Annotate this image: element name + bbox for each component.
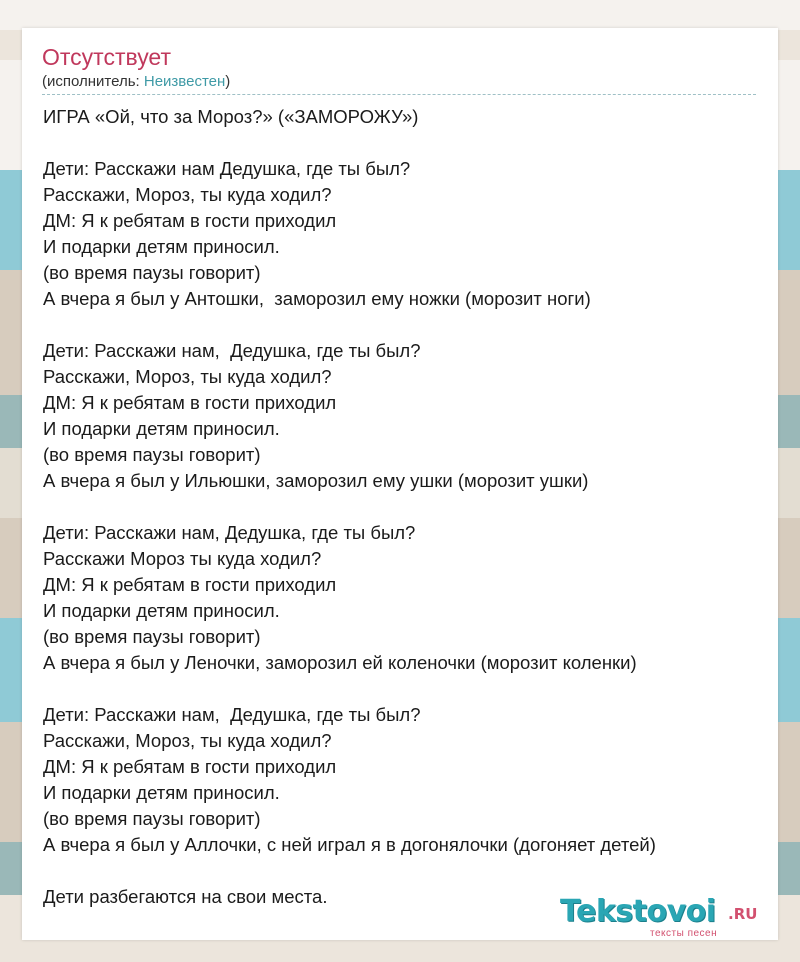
lyric-line: (во время паузы говорит)	[43, 444, 261, 465]
song-title: Отсутствует	[42, 44, 171, 70]
title-divider	[42, 94, 756, 95]
lyric-line: Дети: Расскажи нам Дедушка, где ты был?	[43, 158, 411, 179]
lyric-line: Дети: Расскажи нам, Дедушка, где ты был?	[43, 340, 421, 361]
lyric-line: А вчера я был у Ильюшки, заморозил ему ушки (морозит ушки)	[43, 470, 589, 491]
lyric-line: ИГРА «Ой, что за Мороз?» («ЗАМОРОЖУ»)	[43, 106, 419, 127]
lyric-blank-line	[43, 494, 763, 520]
logo-domain: .RU	[728, 905, 758, 923]
lyric-line: (во время паузы говорит)	[43, 626, 261, 647]
lyric-line: ДМ: Я к ребятам в гости приходил	[43, 210, 337, 231]
artist-suffix: )	[225, 73, 231, 90]
lyric-line: Расскажи Мороз ты куда ходил?	[43, 548, 322, 569]
artist-line	[42, 73, 230, 90]
lyric-line: А вчера я был у Аллочки, с ней играл я в догонялочки (догоняет детей)	[43, 834, 656, 855]
artist-link[interactable]: Неизвестен	[143, 73, 226, 90]
lyrics-body	[43, 104, 763, 910]
lyric-line: А вчера я был у Антошки, заморозил ему ножки (морозит ноги)	[43, 288, 591, 309]
lyrics-card	[22, 28, 778, 940]
lyric-line: (во время паузы говорит)	[43, 808, 261, 829]
lyric-line: Дети: Расскажи нам, Дедушка, где ты был?	[43, 522, 416, 543]
lyric-blank-line	[43, 858, 763, 884]
lyric-blank-line	[43, 676, 763, 702]
lyric-line: И подарки детям приносил.	[43, 418, 280, 439]
artist-prefix: (исполнитель:	[42, 73, 144, 90]
logo-wordmark: Tekstovoi	[560, 894, 716, 929]
lyric-line: И подарки детям приносил.	[43, 600, 280, 621]
lyric-line: А вчера я был у Леночки, заморозил ей коленочки (морозит коленки)	[43, 652, 637, 673]
lyric-line: Расскажи, Мороз, ты куда ходил?	[43, 184, 332, 205]
lyric-line: ДМ: Я к ребятам в гости приходил	[43, 574, 337, 595]
lyric-blank-line	[43, 312, 763, 338]
lyric-line: И подарки детям приносил.	[43, 236, 280, 257]
lyric-line: Расскажи, Мороз, ты куда ходил?	[43, 730, 332, 751]
site-logo[interactable]	[560, 894, 770, 940]
lyric-line: Дети: Расскажи нам, Дедушка, где ты был?	[43, 704, 421, 725]
lyric-line: И подарки детям приносил.	[43, 782, 280, 803]
lyric-line: Дети разбегаются на свои места.	[43, 886, 328, 907]
lyric-blank-line	[43, 130, 763, 156]
lyric-line: ДМ: Я к ребятам в гости приходил	[43, 392, 337, 413]
logo-tagline: тексты песен	[650, 928, 718, 939]
lyric-line: ДМ: Я к ребятам в гости приходил	[43, 756, 337, 777]
lyric-line: Расскажи, Мороз, ты куда ходил?	[43, 366, 332, 387]
lyric-line: (во время паузы говорит)	[43, 262, 261, 283]
